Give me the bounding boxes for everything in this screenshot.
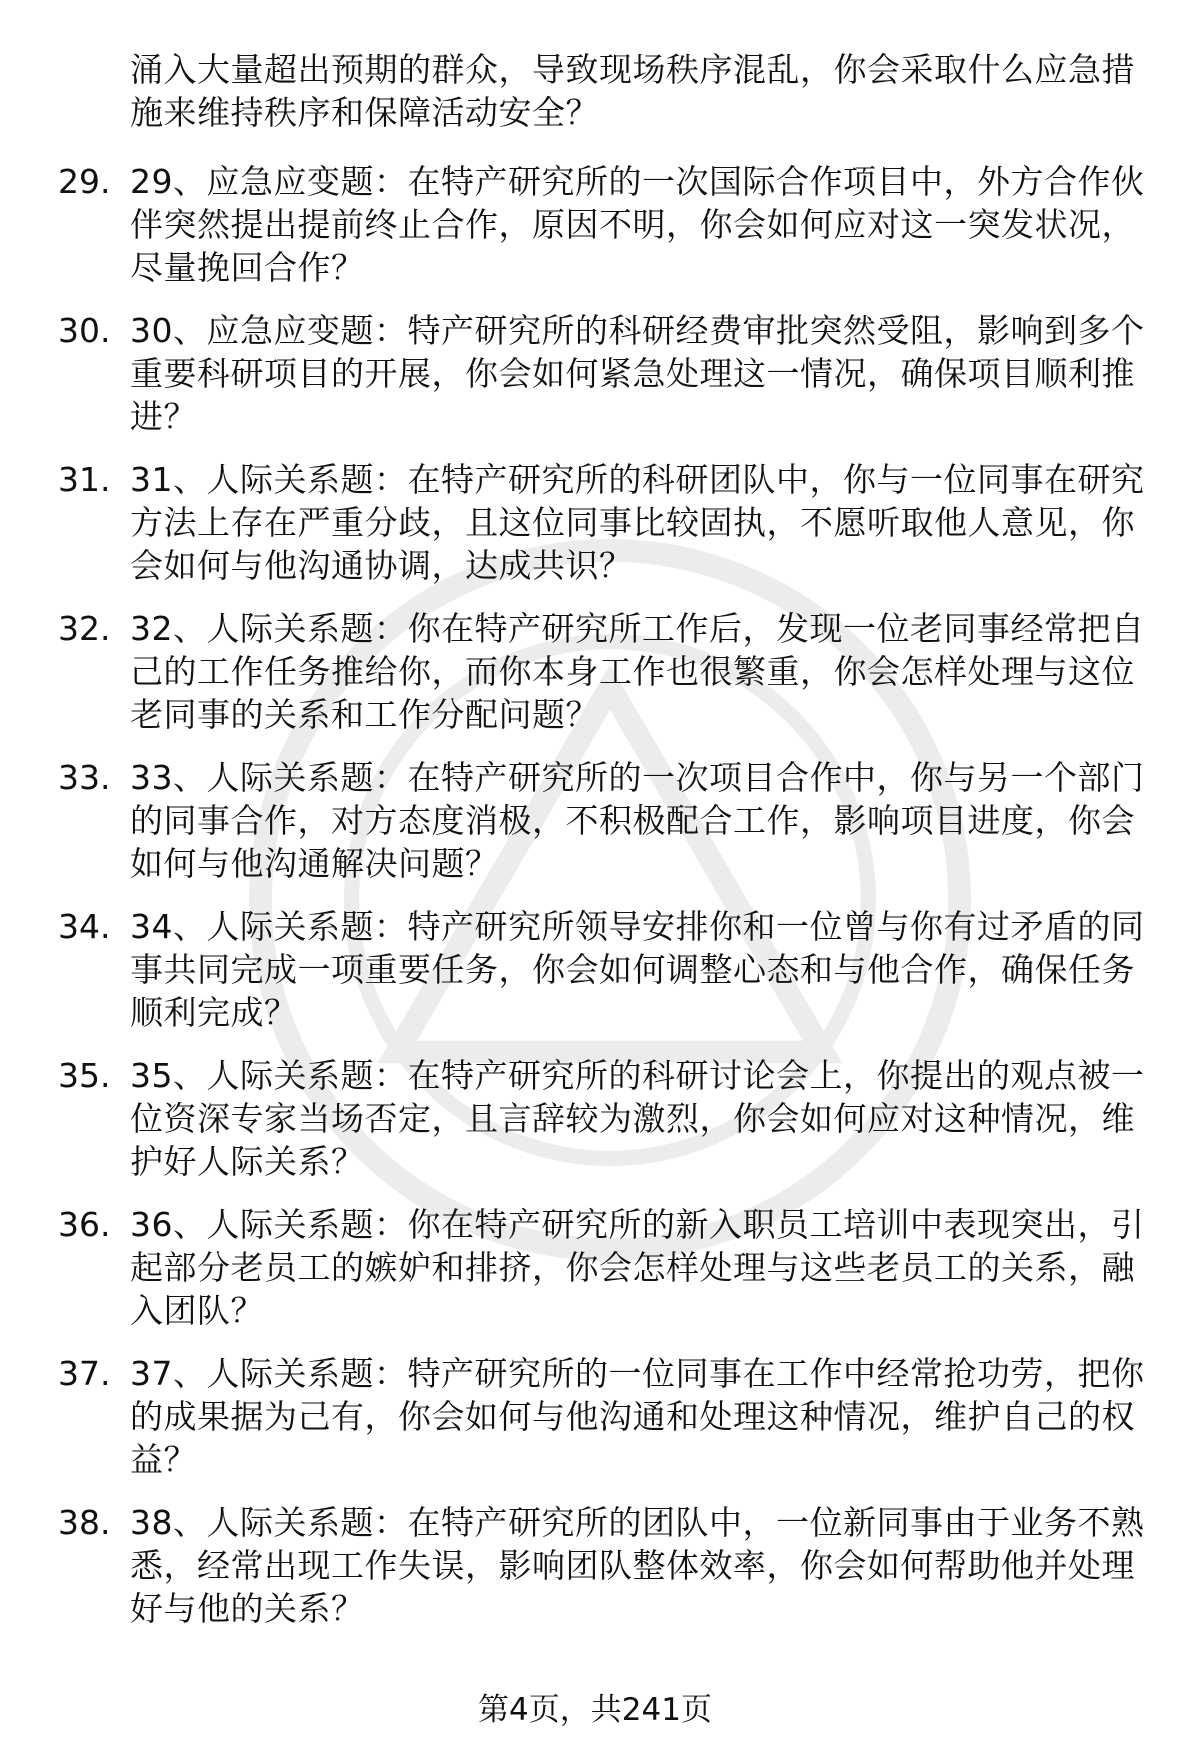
- question-number: 30.: [58, 311, 111, 350]
- question-item: [0, 1352, 1190, 1481]
- question-item: [0, 160, 1190, 289]
- continued-question-text: 涌入大量超出预期的群众，导致现场秩序混乱，你会采取什么应急措施来维持秩序和保障活动安全？: [130, 50, 1135, 132]
- page-footer: 第4页，共241页: [478, 1692, 712, 1728]
- question-text: 32、人际关系题：你在特产研究所工作后，发现一位老同事经常把自己的工作任务推给你，而你本身工作也很繁重，你会怎样处理与这位老同事的关系和工作分配问题？: [130, 609, 1145, 734]
- question-text: 33、人际关系题：在特产研究所的一次项目合作中，你与另一个部门的同事合作，对方态度消极，不积极配合工作，影响项目进度，你会如何与他沟通解决问题？: [130, 758, 1145, 883]
- question-item: [0, 1054, 1190, 1183]
- question-text: 29、应急应变题：在特产研究所的一次国际合作项目中，外方合作伙伴突然提出提前终止合作，原因不明，你会如何应对这一突发状况，尽量挽回合作？: [130, 162, 1145, 287]
- question-text: 30、应急应变题：特产研究所的科研经费审批突然受阻，影响到多个重要科研项目的开展，你会如何紧急处理这一情况，确保项目顺利推进？: [130, 311, 1145, 436]
- question-text: 34、人际关系题：特产研究所领导安排你和一位曾与你有过矛盾的同事共同完成一项重要任务，你会如何调整心态和与他合作，确保任务顺利完成？: [130, 907, 1145, 1032]
- question-number: 33.: [58, 758, 111, 797]
- question-number: 31.: [58, 460, 111, 499]
- question-number: 38.: [58, 1503, 111, 1542]
- question-item: [0, 607, 1190, 736]
- question-text: 36、人际关系题：你在特产研究所的新入职员工培训中表现突出，引起部分老员工的嫉妒和排挤，你会怎样处理与这些老员工的关系，融入团队？: [130, 1205, 1145, 1330]
- question-text: 35、人际关系题：在特产研究所的科研讨论会上，你提出的观点被一位资深专家当场否定，且言辞较为激烈，你会如何应对这种情况，维护好人际关系？: [130, 1056, 1145, 1181]
- question-number: 37.: [58, 1354, 111, 1393]
- question-item: [0, 756, 1190, 885]
- question-item: [0, 458, 1190, 587]
- question-number: 32.: [58, 609, 111, 648]
- question-item: [0, 309, 1190, 438]
- question-text: 38、人际关系题：在特产研究所的团队中，一位新同事由于业务不熟悉，经常出现工作失误，影响团队整体效率，你会如何帮助他并处理好与他的关系？: [130, 1503, 1145, 1628]
- question-number: 35.: [58, 1056, 111, 1095]
- question-number: 34.: [58, 907, 111, 946]
- question-list: [0, 160, 1190, 1650]
- question-number: 36.: [58, 1205, 111, 1244]
- question-item: [0, 905, 1190, 1034]
- question-text: 31、人际关系题：在特产研究所的科研团队中，你与一位同事在研究方法上存在严重分歧，且这位同事比较固执，不愿听取他人意见，你会如何与他沟通协调，达成共识？: [130, 460, 1145, 585]
- question-item: [0, 1203, 1190, 1332]
- question-item: [0, 1501, 1190, 1630]
- question-text: 37、人际关系题：特产研究所的一位同事在工作中经常抢功劳，把你的成果据为己有，你会如何与他沟通和处理这种情况，维护自己的权益？: [130, 1354, 1145, 1479]
- question-number: 29.: [58, 162, 111, 201]
